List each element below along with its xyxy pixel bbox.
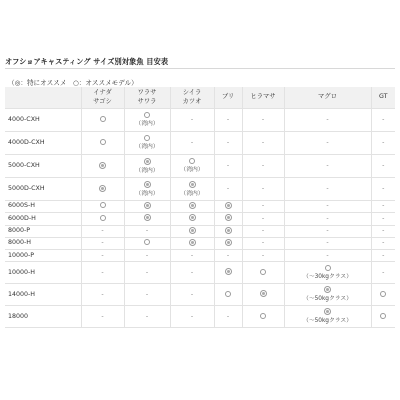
rating-cell: [81, 250, 124, 262]
not-applicable-dash: -: [261, 251, 265, 259]
table-row: [5, 262, 395, 284]
rating-cell: [214, 109, 242, 132]
rating-cell: [214, 262, 242, 284]
rating-cell: [170, 284, 214, 306]
header-model: [5, 87, 81, 109]
rating-cell: [170, 237, 214, 249]
rating-cell: [242, 155, 284, 178]
double-circle-icon: [324, 286, 331, 293]
rating-cell: [284, 262, 371, 284]
not-applicable-dash: -: [190, 290, 194, 298]
not-applicable-dash: -: [261, 138, 265, 146]
rating-cell: [170, 109, 214, 132]
table-row: [5, 155, 395, 178]
not-applicable-dash: -: [190, 268, 194, 276]
rating-mark: [144, 112, 150, 121]
rating-cell: [284, 250, 371, 262]
rating-cell: [284, 132, 371, 155]
rating-cell: [81, 178, 124, 201]
header-label: サゴシ: [93, 97, 112, 105]
rating-cell: [81, 132, 124, 155]
rating-cell: [170, 250, 214, 262]
circle-icon: [225, 291, 231, 297]
not-applicable-dash: -: [261, 214, 265, 222]
model-name: 4000D-CXH: [5, 132, 81, 155]
rating-cell: [170, 132, 214, 155]
rating-cell: [284, 237, 371, 249]
rating-mark: [144, 158, 151, 167]
rating-cell: [214, 213, 242, 225]
rating-note: （～30kgクラス）: [302, 274, 353, 281]
table-row: [5, 284, 395, 306]
not-applicable-dash: -: [190, 138, 194, 146]
rating-cell: [242, 262, 284, 284]
rating-mark: [100, 116, 106, 125]
rating-cell: [284, 155, 371, 178]
rating-mark: [99, 185, 106, 194]
double-circle-icon: [99, 185, 106, 192]
rating-cell: [124, 132, 170, 155]
rating-cell: [124, 237, 170, 249]
header-label: GT: [378, 93, 388, 101]
double-circle-icon: [189, 181, 196, 188]
rating-cell: [284, 178, 371, 201]
not-applicable-dash: -: [190, 312, 194, 320]
not-applicable-dash: -: [382, 268, 385, 276]
rating-note: （湾内）: [135, 144, 159, 151]
rating-cell: [371, 178, 395, 201]
table-body: [5, 109, 395, 328]
model-name: 18000: [5, 306, 81, 328]
model-name: 6000S-H: [5, 201, 81, 213]
not-applicable-dash: -: [326, 161, 329, 169]
rating-cell: [214, 155, 242, 178]
rating-mark: [225, 268, 232, 277]
not-applicable-dash: -: [145, 268, 149, 276]
not-applicable-dash: -: [190, 251, 194, 259]
header-label: シイラ: [182, 89, 202, 96]
circle-icon: [100, 202, 106, 208]
rating-mark: [144, 202, 151, 211]
rating-mark: [324, 308, 331, 317]
double-circle-icon: [189, 227, 196, 234]
double-circle-icon: [144, 181, 151, 188]
not-applicable-dash: -: [226, 251, 230, 259]
rating-mark: [325, 265, 331, 274]
double-circle-icon: [144, 202, 151, 209]
rating-mark: [225, 202, 232, 211]
rating-mark: [189, 181, 196, 190]
not-applicable-dash: -: [145, 290, 149, 298]
header-row: [5, 87, 395, 109]
rating-cell: [81, 213, 124, 225]
double-circle-icon: [324, 308, 331, 315]
rating-mark: [324, 286, 331, 295]
rating-cell: [214, 250, 242, 262]
not-applicable-dash: -: [326, 251, 329, 259]
header-label: カツオ: [182, 97, 202, 105]
double-circle-icon: [225, 227, 232, 234]
double-circle-icon: [144, 214, 151, 221]
table-row: [5, 250, 395, 262]
not-applicable-dash: -: [226, 312, 230, 320]
table-row: [5, 225, 395, 237]
rating-cell: [371, 262, 395, 284]
rating-cell: [214, 237, 242, 249]
rating-cell: [371, 250, 395, 262]
not-applicable-dash: -: [326, 138, 329, 146]
rating-mark: [260, 290, 267, 299]
circle-icon: [144, 239, 150, 245]
not-applicable-dash: -: [382, 214, 385, 222]
not-applicable-dash: -: [101, 226, 104, 234]
header-fish-2: [124, 87, 170, 109]
not-applicable-dash: -: [101, 268, 104, 276]
not-applicable-dash: -: [382, 184, 385, 192]
title-divider: [5, 68, 395, 69]
circle-icon: [144, 135, 150, 141]
model-name: 14000-H: [5, 284, 81, 306]
rating-mark: [260, 313, 266, 322]
not-applicable-dash: -: [382, 226, 385, 234]
double-circle-icon: [225, 239, 232, 246]
rating-cell: [284, 284, 371, 306]
not-applicable-dash: -: [326, 226, 329, 234]
rating-cell: [81, 284, 124, 306]
rating-cell: [124, 155, 170, 178]
rating-cell: [214, 284, 242, 306]
not-applicable-dash: -: [101, 239, 104, 247]
model-name: 10000-P: [5, 250, 81, 262]
rating-cell: [242, 213, 284, 225]
circle-icon: [189, 158, 195, 164]
header-label: ヒラマサ: [250, 93, 276, 101]
rating-cell: [242, 178, 284, 201]
rating-cell: [81, 225, 124, 237]
rating-cell: [242, 201, 284, 213]
rating-cell: [214, 306, 242, 328]
rating-mark: [189, 239, 196, 248]
rating-cell: [124, 306, 170, 328]
not-applicable-dash: -: [261, 115, 265, 123]
table-row: [5, 306, 395, 328]
rating-mark: [225, 291, 231, 300]
table-row: [5, 213, 395, 225]
rating-note: （～50kgクラス）: [302, 318, 353, 325]
table-row: [5, 237, 395, 249]
rating-cell: [81, 306, 124, 328]
not-applicable-dash: -: [226, 115, 230, 123]
rating-cell: [242, 306, 284, 328]
circle-icon: [144, 112, 150, 118]
double-circle-icon: [189, 239, 196, 246]
rating-cell: [284, 306, 371, 328]
rating-mark: [189, 202, 196, 211]
not-applicable-dash: -: [326, 239, 329, 247]
circle-icon: [100, 116, 106, 122]
not-applicable-dash: -: [261, 202, 265, 210]
rating-note: （湾内）: [180, 190, 204, 197]
circle-icon: [100, 215, 106, 221]
rating-note: （湾内）: [135, 121, 159, 128]
not-applicable-dash: -: [326, 184, 329, 192]
rating-cell: [124, 201, 170, 213]
rating-note: （湾内）: [135, 167, 159, 174]
rating-note: （湾内）: [135, 190, 159, 197]
model-name: 5000D-CXH: [5, 178, 81, 201]
model-name: 8000-H: [5, 237, 81, 249]
not-applicable-dash: -: [101, 251, 104, 259]
rating-cell: [124, 213, 170, 225]
rating-cell: [124, 225, 170, 237]
rating-cell: [284, 225, 371, 237]
double-circle-icon: [189, 202, 196, 209]
not-applicable-dash: -: [261, 184, 265, 192]
not-applicable-dash: -: [261, 161, 265, 169]
rating-mark: [144, 239, 150, 248]
header-fish-6: [284, 87, 371, 109]
not-applicable-dash: -: [226, 184, 230, 192]
rating-cell: [170, 225, 214, 237]
model-name: 6000D-H: [5, 213, 81, 225]
rating-cell: [284, 109, 371, 132]
rating-cell: [284, 213, 371, 225]
rating-mark: [225, 214, 232, 223]
not-applicable-dash: -: [101, 290, 104, 298]
circle-icon: [380, 313, 386, 319]
rating-note: （湾内）: [180, 167, 204, 174]
rating-cell: [124, 262, 170, 284]
circle-icon: [260, 313, 266, 319]
rating-cell: [242, 225, 284, 237]
circle-icon: [100, 139, 106, 145]
not-applicable-dash: -: [382, 239, 385, 247]
not-applicable-dash: -: [190, 115, 194, 123]
rating-cell: [124, 109, 170, 132]
header-fish-4: [214, 87, 242, 109]
not-applicable-dash: -: [326, 214, 329, 222]
rating-mark: [260, 269, 266, 278]
model-name: 5000-CXH: [5, 155, 81, 178]
not-applicable-dash: -: [261, 226, 265, 234]
rating-mark: [225, 239, 232, 248]
not-applicable-dash: -: [382, 161, 385, 169]
not-applicable-dash: -: [382, 138, 385, 146]
table-row: [5, 201, 395, 213]
rating-cell: [242, 109, 284, 132]
rating-mark: [189, 227, 196, 236]
rating-cell: [371, 284, 395, 306]
circle-icon: [380, 291, 386, 297]
rating-mark: [380, 291, 386, 300]
rating-cell: [124, 178, 170, 201]
rating-mark: [99, 162, 106, 171]
rating-cell: [214, 132, 242, 155]
rating-cell: [371, 306, 395, 328]
rating-cell: [371, 132, 395, 155]
rating-cell: [371, 225, 395, 237]
size-guide-table: [5, 87, 395, 328]
rating-note: （～50kgクラス）: [302, 296, 353, 303]
header-fish-5: [242, 87, 284, 109]
not-applicable-dash: -: [326, 115, 329, 123]
table-row: [5, 132, 395, 155]
circle-icon: [325, 265, 331, 271]
header-label: ワラサ: [137, 89, 157, 96]
rating-mark: [100, 202, 106, 211]
rating-cell: [81, 201, 124, 213]
rating-cell: [214, 201, 242, 213]
rating-mark: [100, 139, 106, 148]
rating-mark: [100, 215, 106, 224]
rating-cell: [170, 201, 214, 213]
table-row: [5, 109, 395, 132]
header-fish-1: [81, 87, 124, 109]
double-circle-icon: [144, 158, 151, 165]
double-circle-icon: [225, 268, 232, 275]
rating-mark: [380, 313, 386, 322]
model-name: 4000-CXH: [5, 109, 81, 132]
rating-mark: [144, 181, 151, 190]
rating-cell: [170, 213, 214, 225]
rating-cell: [371, 155, 395, 178]
header-label: サワラ: [137, 97, 157, 105]
rating-mark: [144, 214, 151, 223]
not-applicable-dash: -: [382, 251, 385, 259]
header-fish-3: [170, 87, 214, 109]
circle-icon: [260, 269, 266, 275]
model-name: 8000-P: [5, 225, 81, 237]
rating-cell: [284, 201, 371, 213]
header-label: イナダ: [93, 89, 112, 96]
table-row: [5, 178, 395, 201]
rating-cell: [371, 237, 395, 249]
rating-mark: [189, 158, 195, 167]
rating-cell: [81, 262, 124, 284]
rating-cell: [124, 284, 170, 306]
not-applicable-dash: -: [145, 251, 149, 259]
rating-cell: [214, 178, 242, 201]
double-circle-icon: [225, 202, 232, 209]
legend-text: （◎：特にオススメ ○：オススメモデル）: [8, 79, 138, 87]
double-circle-icon: [260, 290, 267, 297]
not-applicable-dash: -: [101, 312, 104, 320]
rating-cell: [81, 109, 124, 132]
not-applicable-dash: -: [145, 226, 149, 234]
rating-cell: [124, 250, 170, 262]
rating-cell: [242, 250, 284, 262]
rating-cell: [242, 284, 284, 306]
double-circle-icon: [189, 214, 196, 221]
not-applicable-dash: -: [261, 239, 265, 247]
not-applicable-dash: -: [226, 138, 230, 146]
rating-cell: [242, 132, 284, 155]
not-applicable-dash: -: [326, 202, 329, 210]
rating-mark: [225, 227, 232, 236]
double-circle-icon: [99, 162, 106, 169]
rating-cell: [170, 155, 214, 178]
header-label: ブリ: [221, 93, 235, 101]
rating-cell: [170, 262, 214, 284]
not-applicable-dash: -: [382, 115, 385, 123]
page-title: オフショアキャスティング サイズ別対象魚 目安表: [5, 57, 169, 66]
model-name: 10000-H: [5, 262, 81, 284]
rating-mark: [189, 214, 196, 223]
rating-cell: [81, 155, 124, 178]
rating-cell: [371, 201, 395, 213]
not-applicable-dash: -: [382, 202, 385, 210]
header-label: マグロ: [318, 93, 337, 101]
not-applicable-dash: -: [145, 312, 149, 320]
rating-mark: [144, 135, 150, 144]
rating-cell: [242, 237, 284, 249]
header-fish-7: [371, 87, 395, 109]
not-applicable-dash: -: [226, 161, 230, 169]
rating-cell: [170, 178, 214, 201]
rating-cell: [81, 237, 124, 249]
rating-cell: [371, 213, 395, 225]
double-circle-icon: [225, 214, 232, 221]
rating-cell: [371, 109, 395, 132]
rating-cell: [214, 225, 242, 237]
rating-cell: [170, 306, 214, 328]
